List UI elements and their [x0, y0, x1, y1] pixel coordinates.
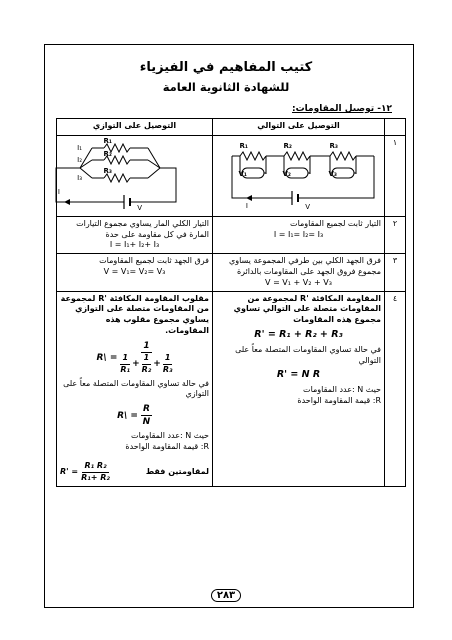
parallel-circuit-cell: [57, 136, 213, 217]
label-v: V: [305, 203, 310, 211]
series-current-cell: [213, 216, 385, 253]
series-resistance-formula: R' = R₁ + R₂ + R₃: [254, 328, 343, 340]
header-parallel: التوصيل على التوازي: [57, 119, 213, 136]
header-series: التوصيل على التوالي: [213, 119, 385, 136]
parallel-resistance-text: مقلوب المقاومة المكافئة 'R لمجموعة من المقاومات متصلة على التوازي يساوي مجموع مقلوب هذه المقاومات.: [60, 293, 209, 335]
series-voltage-cell: [213, 254, 385, 291]
series-equal-formula: R' = N R: [276, 369, 321, 381]
two-resistors-formula: R' = $\frac{\text{R₁ R₂}}{\text{R₁+ R₂}}$: [60, 460, 110, 482]
series-current-eq: I = I₁= I₂= I₃: [273, 229, 324, 239]
label-parallel-r2: R₂: [103, 150, 112, 158]
label-parallel-v: V: [137, 204, 142, 212]
label-parallel-i: I: [57, 188, 60, 196]
parallel-current-cell: [57, 216, 213, 253]
label-parallel-r1: R₁: [103, 137, 112, 145]
parallel-current-eq: I = I₁+ I₂+ I₃: [109, 240, 160, 250]
series-where-n: حيث N :عدد المقاومات: [303, 385, 381, 395]
series-voltage-eq: V = V₁ + V₂ + V₃: [265, 277, 332, 287]
row-number: ٣: [385, 254, 406, 291]
page-number: ٢٨٣: [0, 590, 452, 601]
label-r3: R₃: [329, 142, 338, 150]
series-voltage-text: فرق الجهد الكلي بين طرفي المجموعة يساوي مجموع فروق الجهد على المقاومات بالدائرة: [228, 256, 381, 276]
series-equal-note: في حالة تساوي المقاومات المتصلة معاً على التوالي: [235, 344, 381, 365]
label-i1: I₁: [77, 144, 82, 152]
series-circuit-diagram: [222, 136, 384, 212]
document-title: كتيب المفاهيم في الفيزياء: [139, 60, 313, 75]
parallel-voltage-cell: [57, 254, 213, 291]
parallel-current-text: التيار الكلي المار يساوي مجموع التيارات المارة في كل مقاومة على حدة: [76, 218, 209, 239]
section-title: ١٢- توصيل المقاومات:: [292, 104, 392, 114]
series-resistance-text: المقاومة المكافئة 'R لمجموعة من المقاومات متصلة على التوالي تساوي مجموع هذه المقاومات: [233, 293, 381, 325]
label-i3: I₃: [77, 174, 82, 182]
label-parallel-r3: R₃: [103, 167, 112, 175]
parallel-voltage-text: فرق الجهد ثابت لجميع المقاومات: [99, 256, 209, 266]
parallel-resistance-cell: [57, 291, 213, 486]
series-circuit-cell: [213, 136, 385, 217]
parallel-equal-formula: R\ = $\frac{R}{N}$: [117, 404, 151, 428]
header-num-cell: [385, 119, 406, 136]
label-v2: V₂: [282, 170, 291, 178]
label-v1: V₁: [238, 170, 247, 178]
label-r2: R₂: [283, 142, 292, 150]
label-i2: I₂: [77, 156, 82, 164]
label-v3: V₃: [328, 170, 337, 178]
label-r1: R₁: [239, 142, 248, 150]
series-resistance-cell: [213, 291, 385, 486]
row-number: ٢: [385, 216, 406, 253]
parallel-circuit-diagram: [44, 136, 212, 212]
series-current-text: التيار ثابت لجميع المقاومات: [290, 218, 381, 228]
label-i: I: [245, 202, 248, 210]
two-resistors-label: لمقاومتين فقط: [145, 466, 209, 476]
row-number: ١: [385, 136, 406, 217]
parallel-where-r: R: قيمة المقاومة الواحدة: [125, 442, 209, 452]
document-subtitle: للشهادة الثانوية العامة: [162, 80, 290, 94]
row-number: ٤: [385, 291, 406, 486]
series-where-r: R: قيمة المقاومة الواحدة: [297, 395, 381, 405]
parallel-resistance-formula: R\ = 1 $\frac{1}{\text{R₁}}$ + $\frac{1}{\text{R₂}}$ + $\frac{1}{\text{R₃}}$: [96, 340, 173, 374]
parallel-equal-note: في حالة تساوي المقاومات المتصلة معاً على التوازي: [63, 378, 209, 399]
resistors-table: [56, 118, 406, 487]
parallel-where-n: حيث N :عدد المقاومات: [131, 431, 209, 441]
parallel-voltage-eq: V = V₁= V₂= V₃: [103, 266, 166, 276]
